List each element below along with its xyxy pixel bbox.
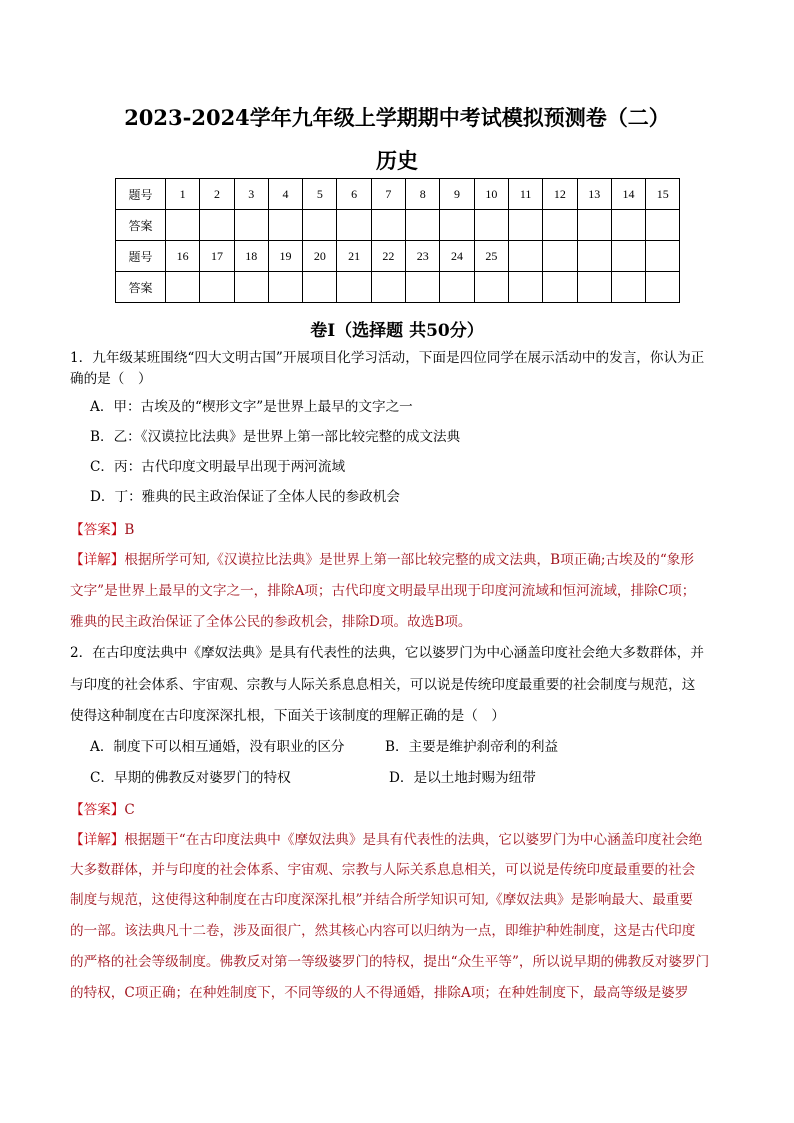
answer-cell (474, 272, 508, 303)
question-number-cell: 17 (200, 241, 234, 272)
q2-detail-line: 制度与规范，这使得这种制度在古印度深深扎根”并结合所学知识可知,《摩奴法典》是影响最大、最重要 (70, 892, 693, 908)
answer-cell (200, 272, 234, 303)
question-number-cell: 5 (303, 179, 337, 210)
answer-cell (234, 272, 268, 303)
q1-stem-line: 确的是（ ） (70, 371, 152, 387)
question-number-cell: 3 (234, 179, 268, 210)
answer-cell (611, 272, 645, 303)
q2-answer (70, 800, 135, 820)
detail-tag: 【详解】 (70, 552, 125, 568)
question-number-cell: 9 (440, 179, 474, 210)
answer-cell (234, 210, 268, 241)
answer-cell (508, 210, 542, 241)
q1-option-b: B．乙：《汉谟拉比法典》是世界上第一部比较完整的成文法典 (90, 429, 461, 445)
question-number-cell (543, 241, 577, 272)
question-number-cell: 4 (268, 179, 302, 210)
answer-cell (611, 210, 645, 241)
detail-tag: 【详解】 (70, 832, 125, 848)
q2-option-b: B．主要是维护刹帝利的利益 (385, 739, 559, 755)
question-number-cell: 6 (337, 179, 371, 210)
answer-cell (406, 210, 440, 241)
exam-title: 2023-2024学年九年级上学期期中考试模拟预测卷（二） (124, 105, 670, 130)
answer-cell (200, 210, 234, 241)
question-number-cell: 22 (371, 241, 405, 272)
q2-option-c: C．早期的佛教反对婆罗门的特权 (90, 770, 291, 786)
subject-title: 历史 (376, 148, 418, 173)
question-number-cell (611, 241, 645, 272)
answer-value: C (124, 802, 135, 818)
detail-text: 根据题干“在古印度法典中《摩奴法典》是具有代表性的法典，它以婆罗门为中心涵盖印度社会绝 (124, 832, 703, 848)
q1-option-a: A．甲：古埃及的“楔形文字”是世界上最早的文字之一 (90, 399, 413, 415)
q2-stem-line: 2．在古印度法典中《摩奴法典》是具有代表性的法典，它以婆罗门为中心涵盖印度社会绝大多数群体，并 (70, 645, 704, 661)
answer-cell (303, 210, 337, 241)
q2-option-a: A．制度下可以相互通婚，没有职业的区分 (90, 739, 345, 755)
answer-cell (440, 272, 474, 303)
q2-detail-line: 大多数群体，并与印度的社会体系、宇宙观、宗教与人际关系息息相关，可以说是传统印度最重要的社会 (70, 862, 696, 878)
question-number-cell: 1 (166, 179, 200, 210)
question-number-cell: 16 (166, 241, 200, 272)
question-number-cell: 2 (200, 179, 234, 210)
question-number-cell (577, 241, 611, 272)
question-number-cell: 8 (406, 179, 440, 210)
answer-cell (166, 210, 200, 241)
row-label: 答案 (116, 272, 166, 303)
question-number-cell: 7 (371, 179, 405, 210)
question-number-cell: 12 (543, 179, 577, 210)
row-label: 题号 (116, 179, 166, 210)
question-number-cell: 18 (234, 241, 268, 272)
q1-detail-line: 雅典的民主政治保证了全体公民的参政机会，排除D项。故选B项。 (70, 614, 472, 630)
question-number-cell: 24 (440, 241, 474, 272)
q2-stem-line: 与印度的社会体系、宇宙观、宗教与人际关系息息相关，可以说是传统印度最重要的社会制度与规范，这 (70, 677, 696, 693)
row-label: 答案 (116, 210, 166, 241)
answer-cell (406, 272, 440, 303)
q2-stem-line: 使得这种制度在古印度深深扎根，下面关于该制度的理解正确的是（ ） (70, 708, 505, 724)
question-number-cell: 13 (577, 179, 611, 210)
detail-text: 根据所学可知,《汉谟拉比法典》是世界上第一部比较完整的成文法典，B项正确;古埃及的“象形 (124, 552, 694, 568)
q1-option-c: C．丙：古代印度文明最早出现于两河流域 (90, 459, 346, 475)
q1-option-d: D．丁：雅典的民主政治保证了全体人民的参政机会 (90, 489, 400, 505)
answer-cell (337, 272, 371, 303)
answer-tag: 【答案】 (70, 802, 125, 818)
answer-table (115, 178, 680, 303)
answer-cell (474, 210, 508, 241)
q2-detail-line: 的严格的社会等级制度。佛教反对第一等级婆罗门的特权，提出“众生平等”，所以说早期的佛教反对婆罗门 (70, 954, 710, 970)
answer-cell (646, 272, 680, 303)
answer-cell (268, 272, 302, 303)
answer-cell (166, 272, 200, 303)
question-number-cell: 19 (268, 241, 302, 272)
answer-cell (268, 210, 302, 241)
answer-cell (577, 210, 611, 241)
answer-cell (646, 210, 680, 241)
q1-stem-line: 1．九年级某班围绕“四大文明古国”开展项目化学习活动，下面是四位同学在展示活动中的发言，你认为正 (70, 350, 705, 366)
q2-detail-line: 的一部。该法典凡十二卷，涉及面很广，然其核心内容可以归纳为一点，即维护种姓制度，这是古代印度 (70, 923, 696, 939)
section-heading: 卷Ⅰ（选择题 共50分） (310, 321, 484, 341)
q1-detail-line (70, 550, 694, 570)
answer-cell (508, 272, 542, 303)
question-number-cell: 11 (508, 179, 542, 210)
question-number-cell: 25 (474, 241, 508, 272)
question-number-cell: 14 (611, 179, 645, 210)
q2-detail-line: 的特权，C项正确；在种姓制度下，不同等级的人不得通婚，排除A项；在种姓制度下，最高等级是婆罗 (70, 985, 689, 1001)
question-number-cell: 23 (406, 241, 440, 272)
answer-cell (337, 210, 371, 241)
q2-option-d: D．是以土地封赐为纽带 (389, 770, 536, 786)
answer-cell (440, 210, 474, 241)
question-number-cell: 20 (303, 241, 337, 272)
answer-cell (371, 272, 405, 303)
answer-cell (577, 272, 611, 303)
q1-answer (70, 520, 134, 540)
answer-cell (543, 210, 577, 241)
answer-cell (371, 210, 405, 241)
answer-cell (543, 272, 577, 303)
q1-detail-line: 文字”是世界上最早的文字之一，排除A项；古代印度文明最早出现于印度河流域和恒河流域，排除C项； (70, 583, 696, 599)
q2-detail-line (70, 830, 702, 850)
row-label: 题号 (116, 241, 166, 272)
question-number-cell: 21 (337, 241, 371, 272)
answer-value: B (124, 522, 135, 538)
answer-cell (303, 272, 337, 303)
question-number-cell (646, 241, 680, 272)
question-number-cell: 15 (646, 179, 680, 210)
answer-tag: 【答案】 (70, 522, 125, 538)
question-number-cell (508, 241, 542, 272)
question-number-cell: 10 (474, 179, 508, 210)
